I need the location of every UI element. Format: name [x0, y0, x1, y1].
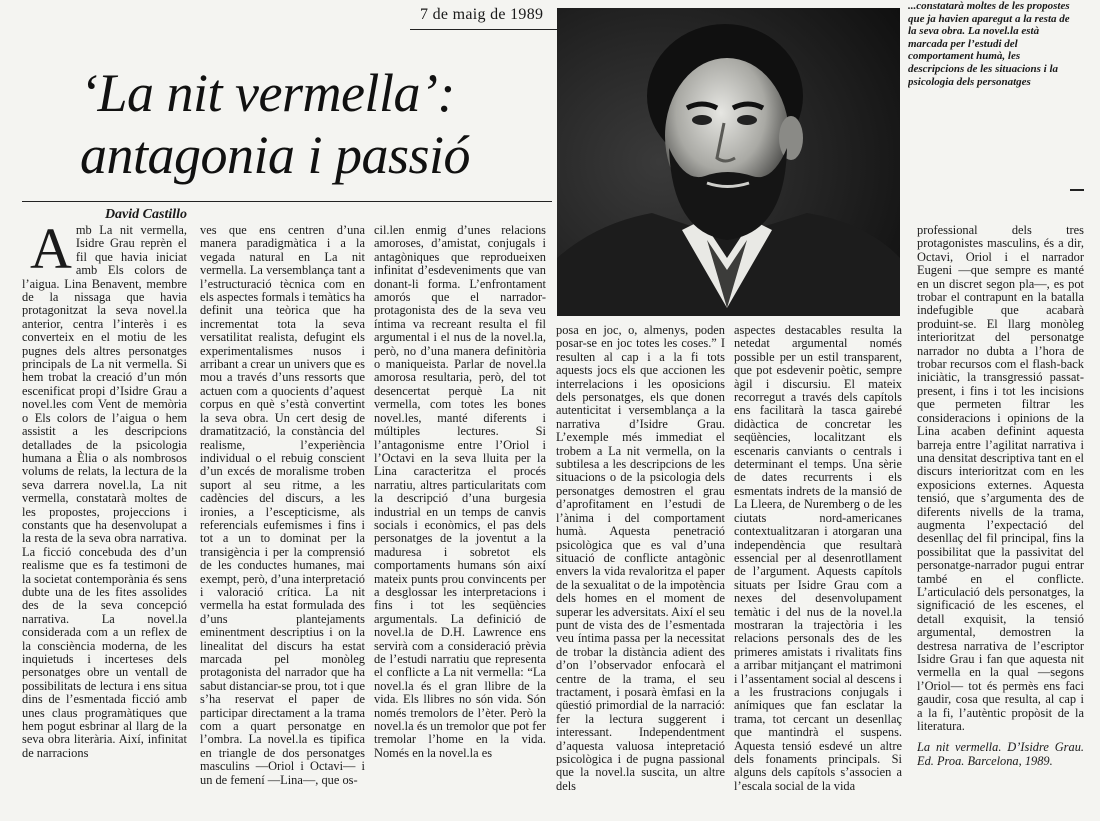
headline-line-1: ‘La nit vermella’: — [80, 63, 455, 123]
caption-dash — [1070, 189, 1084, 191]
photo-caption: ...constatarà moltes de les propostes que ja havien aparegut a la resta de la seva obra. La novel.la està marcada per l’estudi del comportament humà, les descripcions de les situacions i la psicologia dels personatges — [908, 0, 1070, 88]
headline-rule — [22, 201, 552, 202]
headline — [80, 62, 550, 186]
drop-cap: A — [30, 224, 72, 281]
article-column-2: ves que ens centren d’una manera paradigmàtica i a la vegada natural en La nit vermella. La versemblança tant a l’estructuració tècnica com en els aspectes formals i temàtics ha definit una teòrica que ha incrementat tota la seva versatilitat realista, defugint els experimentalismes nusos i arribant a crear un univers que es mou a través d’uns ressorts que actuen com a quocients d’aquest corpus en què s’està convertint la seva obra. Un cert desig de dramatització, la constància del realisme, l’experiència individual o el rebuig conscient d’un excés de moralisme troben suport al seu ritme, a les cadències del discurs, a les ironies, a l’escepticisme, als referencials eufemismes i fins i tot a un to dominat per la transigència i per la comprensió de les conductes humanes, mai exempt, però, d’una interpretació i valoració crítica. La nit vermella ha estat formulada des d’uns plantejaments eminentment descriptius i on la linealitat del discurs ha estat marcada pel monòleg protagonista del narrador que ha sabut distanciar-se prou, tot i que s’ha reservat el paper de participar directament a la trama com a quart personatge en l’ombra. La novel.la es tipifica en triangle de dos personatges masculins —Oriol i Octavi— i un de femení —Lina—, que os- — [200, 224, 365, 787]
article-column-6 — [917, 224, 1084, 821]
headline-line-2: antagonia i passió — [80, 125, 471, 185]
column-1-text: mb La nit vermella, Isidre Grau reprèn el fil que havia iniciat amb Els colors de l’aigua. Lina Benavent, membre de la nissaga que havia protagonitzat la seva novel.la anterior, centra l’interès i es converteix en el motiu de les pugnes dels altres personatges principals de La nit vermella. Si hem trobat la creació d’un món escenificat propi d’Isidre Grau a novel.les com Vent de memòria o Els colors de l’aigua o hem assistit a les descripcions detallades de la psicologia humana a Èlia o als nombrosos volums de relats, la lectura de la seva darrera novel.la, La nit vermella, constatarà moltes de les propostes, projeccions i constants que ha desenvolupat a la resta de la seva obra narrativa. La ficció concebuda des d’un realisme que es fa testimoni de la societat contemporània és sens dubte una de les fites assolides des de la seva concepció narrativa. La novel.la considerada com a un reflex de la consciència moderna, de les inquietuds i incerteses dels personatges obre un ventall de possibilitats de lectura i ens situa dins de l’esmentada ficció amb unes claus programàtiques que hem pogut esbrinar al llarg de la seva obra literària. Així, infinitat de narracions — [22, 224, 187, 760]
portrait-photo-icon — [557, 8, 900, 316]
article-column-4: posa en joc, o, almenys, poden posar-se en joc totes les coses.” I resulten al cap i a la fi tots aquests jocs els que accionen les interrelacions i les oposicions dels personatges, els que donen autenticitat i versemblança a la narrativa d’Isidre Grau. L’exemple més immediat el trobem a La nit vermella, on la subtilesa a les descripcions de les situacions o de la psicologia dels personatges demostren el grau d’aprofitament en l’estudi de l’ànima i del comportament humà. Aquesta penetració psicològica que es val d’una situació de conflicte antagònic envers la vida revaloritza el paper de la sexualitat o de la impotència dels homes en el moment de superar les adversitats. Així el seu punt de vista des de l’esmentada veu íntima passa per la necessitat de trobar la distància adient des d’on l’observador enfocarà el centre de la trama, el seu tractament, i posarà èmfasi en la qüestió primordial de la narració: fer la lectura suggerent i interessant. Independentment d’aquesta valuosa intepretació psicològica i de pugna passional que la novel.la suscita, un altre dels — [556, 324, 725, 793]
book-credit: La nit vermella. D’Isidre Grau. Ed. Proa. Barcelona, 1989. — [917, 740, 1084, 768]
article-column-5: aspectes destacables resulta la netedat argumental només possible per un estil transparent, que pot esdevenir poètic, sempre àgil i discursiu. El mateix recorregut a través dels capítols ens facilitarà la tasca gairebé didàctica de concretar les seqüències, localitzant els escenaris canviants o centrals i determinant el temps. Una sèrie de dates recurrents i els esmentats indrets de la mansió de La Lleera, de Nuremberg o de les ciutats nord-americanes contextualitzaran i atorgaran una independència que resultarà essencial per al desenrotllament de l’argument. Aquests capítols situats per Isidre Grau com a nexes del desenvolupament temàtic i del nus de la novel.la mostraran la trajectòria i les relacions personals des de les primeres amistats i rivalitats fins a arribar mitjançant el matrimoni i l’assentament social al descens i a les frustracions conjugals i anímiques que fan esclatar la trama, tot cercant un desenllaç que mantindrà el suspens. Aquesta tensió esdevé un altre dels fonaments principals. Si alguns dels capítols s’associen a l’escala social de la vida — [734, 324, 902, 793]
author-portrait-photo — [557, 8, 900, 316]
article-column-1 — [22, 224, 187, 821]
dateline: 7 de maig de 1989 — [410, 0, 560, 30]
article-column-3: cil.len enmig d’unes relacions amoroses, d’amistat, conjugals i antagòniques que reprodueixen infinitat d’esdeveniments que van donant-li forma. L’enfrontament amorós que el narrador-protagonista des de la seva veu íntima va recreant resulta el fil argumental i el nus de la novel.la, però, no d’una manera definitòria o maniqueista. Parlar de novel.la amorosa resultaria, però, del tot desencertat perquè La nit vermella, com totes les bones novel.les, manté diferents i múltiples lectures. Si l’antagonisme entre l’Oriol i l’Octavi en la seva lluita per la Lina caracteritza el procés narratiu, altres particularitats com la descripció d’una burgesia industrial en un temps de canvis socials i econòmics, el pas dels personatges de la joventut a la maduresa i sobretot els comportaments humans són així mateix punts prou convincents per a desglossar les interpretacions i fins i tot les seqüències argumentals. La definició de novel.la de D.H. Lawrence ens servirà com a consideració prèvia de l’estudi narratiu que representa el conflicte a La nit vermella: “La novel.la és el gran llibre de la vida. Els llibres no són vida. Són només tremolors de l’èter. Però la novel.la és un tremolor que pot fer tremolar l’home en la vida. Només en la novel.la es — [374, 224, 546, 760]
column-6-text: professional dels tres protagonistes masculins, és a dir, Octavi, Oriol i el narrador Eugeni —que sempre es manté en un discret segon pla—, es pot trobar el contrapunt en la batalla indefugible que acabarà produint-se. El llarg monòleg interioritzat del personatge narrador no dubta a l’hora de trobar recursos com el flash-back iniciàtic, la transgressió passat-present, i fins i tot les incisions que permeten filtrar les consideracions i opinions de la Lina acaben definint aquesta barreja entre l’agilitat narrativa i una densitat descriptiva tant en el discurs interioritzat com en les exposicions externes. Aquesta tensió, que s’argumenta des de diferents nivells de la trama, augmenta l’expectació del desenllaç del fil principal, fins la possibilitat que la passivitat del personatge-narrador pugui entrar també en el conflicte. L’articulació dels personatges, la significació de les escenes, el detall exquisit, la tensió argumental, demostren la destresa narrativa de l’escriptor Isidre Grau i fan que aquesta nit vermella en la qual —segons l’Oriol— tot és permès ens faci gaudir, cosa que resulta, al cap i a la fi, l’autèntic propòsit de la literatura. — [917, 224, 1084, 734]
author-byline: David Castillo — [104, 207, 187, 222]
